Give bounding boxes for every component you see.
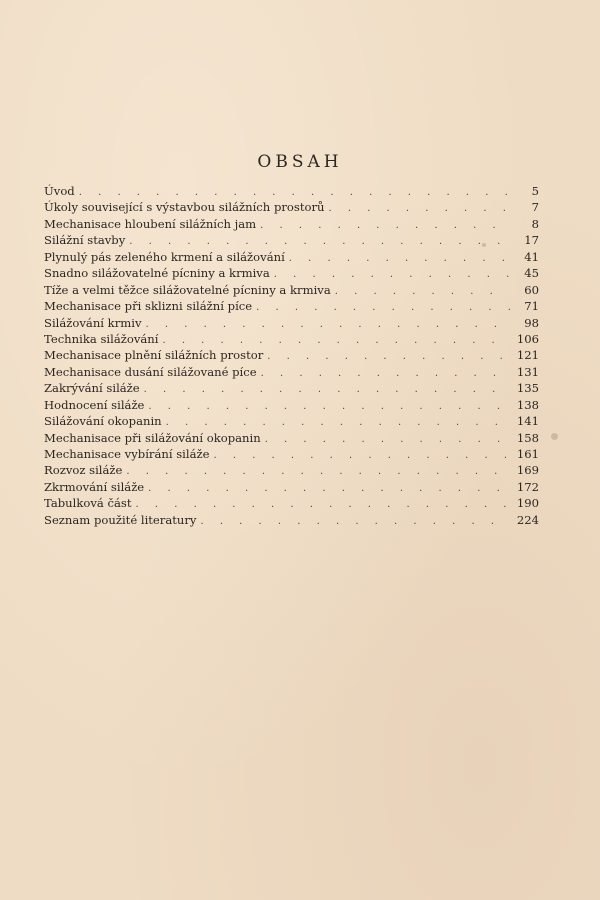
toc-entry-page: 138 <box>516 397 539 412</box>
toc-entry-page: 45 <box>524 266 539 281</box>
toc-entry <box>44 446 539 462</box>
toc-entry-page: 190 <box>516 496 539 511</box>
toc-leader-dots <box>274 267 510 281</box>
toc-leader-dots <box>200 514 510 528</box>
toc-entry-page: 71 <box>524 299 539 314</box>
toc-entry <box>44 397 539 413</box>
toc-leader-dots <box>148 481 510 495</box>
toc-entry-page: 106 <box>516 331 539 346</box>
toc-entry-title: Silážní stavby <box>44 233 126 248</box>
toc-entry-page: 224 <box>516 512 539 527</box>
toc-entry <box>44 216 539 232</box>
toc-entry <box>44 479 539 495</box>
toc-entry-title: Úvod <box>44 184 75 198</box>
toc-entry-page: 7 <box>531 200 539 215</box>
toc-entry-page: 60 <box>524 282 539 297</box>
toc-leader-dots <box>213 448 510 462</box>
toc-leader-dots <box>328 201 510 215</box>
toc-entry-title: Mechanisace dusání silážované píce <box>44 364 257 379</box>
toc-leader-dots <box>289 251 510 265</box>
toc-entry <box>44 183 539 199</box>
toc-leader-dots <box>136 497 510 511</box>
toc-leader-dots <box>267 349 510 363</box>
toc-entry-page: 17 <box>524 233 539 248</box>
toc-entry-title: Snadno silážovatelné pícniny a krmiva <box>44 266 270 281</box>
toc-entry <box>44 331 539 347</box>
toc-entry-title: Úkoly související s výstavbou silážních prostorů <box>44 200 325 215</box>
toc-entry-page: 161 <box>516 447 539 461</box>
toc-leader-dots <box>144 382 510 396</box>
paper-speck <box>551 433 558 440</box>
toc-entry <box>44 298 539 314</box>
toc-entry-title: Mechanisace vybírání siláže <box>44 447 210 461</box>
toc-entry <box>44 380 539 396</box>
toc-entry <box>44 512 539 528</box>
toc-leader-dots <box>126 464 510 478</box>
toc-entry-title: Zakrývání siláže <box>44 381 140 396</box>
toc-entry-title: Technika silážování <box>44 331 159 346</box>
toc-entry-title: Seznam použité literatury <box>44 512 197 527</box>
page-title: OBSAH <box>257 152 343 172</box>
toc-entry-page: 172 <box>516 479 539 494</box>
toc-entry <box>44 430 539 446</box>
toc-leader-dots <box>260 218 510 232</box>
toc-entry-title: Plynulý pás zeleného krmení a silážování <box>44 249 285 264</box>
toc-entry-page: 98 <box>524 315 539 330</box>
toc-leader-dots <box>256 300 510 314</box>
toc-entry-title: Tabulková část <box>44 496 132 511</box>
toc-entry-title: Silážování okopanin <box>44 414 162 429</box>
toc-entry-title: Zkrmování siláže <box>44 479 145 494</box>
toc-leader-dots <box>162 333 510 347</box>
toc-entry-title: Mechanisace plnění silážních prostor <box>44 348 264 363</box>
toc-entry <box>44 364 539 380</box>
toc-entry <box>44 282 539 298</box>
toc-entry <box>44 315 539 331</box>
toc-entry-page: 41 <box>524 249 539 264</box>
toc-entry <box>44 413 539 429</box>
toc-entry <box>44 232 539 248</box>
toc-entry-page: 158 <box>516 430 539 445</box>
toc-leader-dots <box>261 366 510 380</box>
toc-leader-dots <box>129 234 510 248</box>
toc-entry-page: 5 <box>531 184 539 198</box>
toc-entry-title: Silážování krmiv <box>44 315 142 330</box>
toc-entry <box>44 249 539 265</box>
toc-leader-dots <box>166 415 510 429</box>
toc-leader-dots <box>265 432 510 446</box>
toc-entry <box>44 347 539 363</box>
toc-entry-page: 121 <box>516 348 539 363</box>
toc-entry-page: 131 <box>516 364 539 379</box>
toc-entry-title: Mechanisace při sklizni silážní píce <box>44 299 253 314</box>
toc-leader-dots <box>148 399 510 413</box>
toc-leader-dots <box>79 185 510 199</box>
toc-entry <box>44 462 539 478</box>
toc-entry-title: Mechanisace hloubení silážních jam <box>44 216 257 231</box>
toc-entry-page: 141 <box>516 414 539 429</box>
toc-entry-page: 135 <box>516 381 539 396</box>
toc-entry <box>44 199 539 215</box>
toc-entry-title: Rozvoz siláže <box>44 463 123 478</box>
toc-leader-dots <box>146 317 511 331</box>
toc-entry-title: Mechanisace při silážování okopanin <box>44 430 261 445</box>
toc-entry-page: 169 <box>516 463 539 478</box>
table-of-contents <box>44 183 539 528</box>
toc-entry-title: Tíže a velmi těžce silážovatelné pícniny a krmiva <box>44 282 331 297</box>
toc-entry-title: Hodnocení siláže <box>44 397 145 412</box>
toc-entry <box>44 495 539 511</box>
toc-entry <box>44 265 539 281</box>
toc-entry-page: 8 <box>531 216 539 231</box>
toc-leader-dots <box>335 284 510 298</box>
